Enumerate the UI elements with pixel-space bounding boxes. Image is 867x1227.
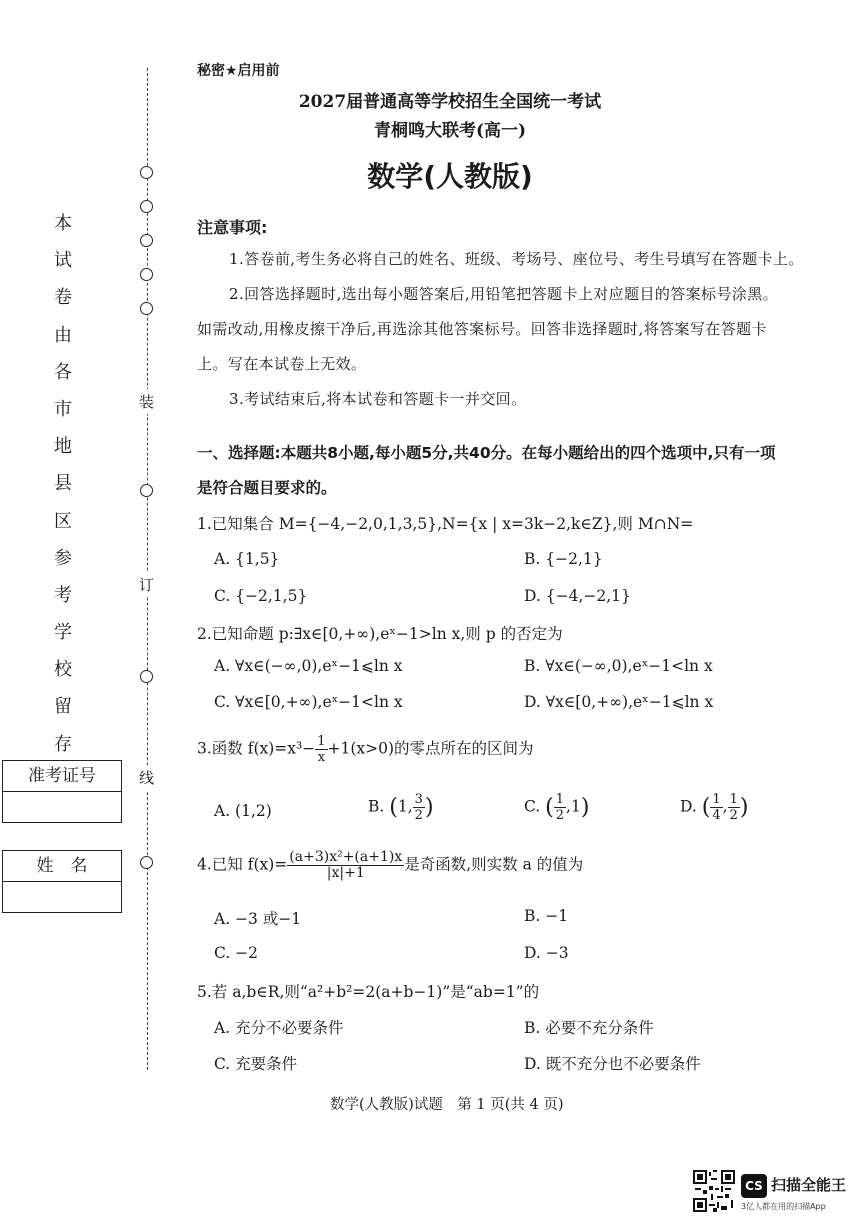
question-4-stem: [197, 850, 583, 881]
subject-title: 数学(人教版): [367, 160, 533, 193]
binding-hole: [140, 856, 153, 869]
section-heading-line1: 一、选择题:本题共8小题,每小题5分,共40分。在每小题给出的四个选项中,只有一项: [197, 444, 776, 462]
vertical-char: 由: [54, 324, 72, 346]
q2-option-b[interactable]: B. ∀x∈(−∞,0),eˣ−1<ln x: [524, 657, 713, 675]
q1-option-a[interactable]: A. {1,5}: [214, 550, 280, 568]
q3-d-label: D.: [680, 797, 697, 816]
binding-hole: [140, 200, 153, 213]
q3-frac-den: x: [317, 750, 326, 765]
q3-option-b[interactable]: B. (1, $\frac{3}{2}$ ): [368, 792, 434, 823]
note-item-2: 2.回答选择题时,选出每小题答案后,用铅笔把答题卡上对应题目的答案标号涂黑。: [229, 285, 779, 303]
q1-option-d[interactable]: D. {−4,−2,1}: [524, 587, 631, 605]
vertical-char: 考: [54, 584, 72, 606]
vertical-char: 存: [54, 733, 72, 755]
vertical-char: 留: [54, 696, 72, 718]
vertical-char: 本: [54, 213, 72, 234]
page-footer: 数学(人教版)试题 第 1 页(共 4 页): [330, 1097, 564, 1113]
q3-stem-suffix: +1(x>0)的零点所在的区间为: [327, 739, 534, 758]
q3-d-den2: 2: [729, 808, 738, 823]
q5-option-d[interactable]: D. 既不充分也不必要条件: [524, 1055, 701, 1073]
note-item-1: 1.答卷前,考生务必将自己的姓名、班级、考场号、座位号、考生号填写在答题卡上。: [229, 250, 804, 268]
question-1-stem: 1.已知集合 M={−4,−2,0,1,3,5},N={x | x=3k−2,k∈Z},则 M∩N=: [197, 515, 694, 533]
binding-char-xian: 线: [139, 765, 154, 790]
q3-c-right: ,1: [566, 797, 581, 816]
note-item-2-end: 上。写在本试卷上无效。: [197, 355, 367, 373]
q2-option-c[interactable]: C. ∀x∈[0,+∞),eˣ−1<ln x: [214, 693, 403, 711]
q2-option-a[interactable]: A. ∀x∈(−∞,0),eˣ−1⩽ln x: [214, 657, 403, 675]
section-heading-line2: 是符合题目要求的。: [197, 479, 337, 497]
name-field[interactable]: [3, 882, 121, 912]
q3-b-left: 1,: [397, 797, 413, 816]
admission-number-label: 准考证号: [3, 761, 121, 792]
q3-b-num: 3: [414, 792, 423, 807]
q3-d-num1: 1: [712, 792, 721, 807]
camscanner-logo-icon: CS: [741, 1174, 767, 1198]
question-2-stem: 2.已知命题 p:∃x∈[0,+∞),eˣ−1>ln x,则 p 的否定为: [197, 625, 563, 643]
admission-number-field[interactable]: [3, 792, 121, 822]
vertical-char: 学: [54, 622, 72, 644]
name-box[interactable]: [2, 850, 122, 913]
vertical-char: 卷: [54, 287, 72, 309]
binding-hole: [140, 484, 153, 497]
q4-option-c[interactable]: C. −2: [214, 944, 259, 962]
vertical-char: 校: [54, 659, 72, 681]
q4-option-d[interactable]: D. −3: [524, 944, 569, 962]
question-3-stem: [197, 734, 534, 765]
vertical-char: 试: [54, 250, 72, 272]
q3-c-den: 2: [555, 808, 565, 823]
vertical-char: 地: [54, 436, 72, 458]
q4-option-b[interactable]: B. −1: [524, 907, 569, 925]
q3-option-a[interactable]: A. (1,2): [214, 802, 272, 820]
q4-frac-den: |x|+1: [326, 865, 365, 881]
secret-mark: 秘密★启用前: [197, 63, 280, 79]
camscanner-name: 扫描全能王: [771, 1176, 847, 1194]
q5-option-a[interactable]: A. 充分不必要条件: [214, 1019, 344, 1037]
question-5-stem: 5.若 a,b∈R,则“a²+b²=2(a+b−1)”是“ab=1”的: [197, 983, 540, 1001]
q3-c-label: C.: [524, 797, 541, 816]
vertical-char: 市: [54, 398, 72, 420]
binding-hole: [140, 234, 153, 247]
q4-frac-num: (a+3)x²+(a+1)x: [289, 849, 403, 865]
note-item-2-cont: 如需改动,用橡皮擦干净后,再选涂其他答案标号。回答非选择题时,将答案写在答题卡: [197, 320, 767, 338]
q1-option-c[interactable]: C. {−2,1,5}: [214, 587, 308, 605]
q4-stem-prefix: 4.已知 f(x)=: [197, 855, 288, 874]
q3-frac-num: 1: [317, 734, 326, 749]
binding-char-zhuang: 装: [139, 389, 154, 414]
q3-option-d[interactable]: D. ( $\frac{1}{4}$ , $\frac{1}{2}$ ): [680, 792, 749, 823]
vertical-char: 县: [54, 473, 72, 495]
note-item-3: 3.考试结束后,将本试卷和答题卡一并交回。: [229, 390, 527, 408]
binding-dashed-line: [147, 68, 148, 1070]
q4-option-a[interactable]: A. −3 或−1: [214, 910, 302, 928]
vertical-char: 区: [54, 510, 72, 532]
q4-stem-suffix: 是奇函数,则实数 a 的值为: [404, 855, 584, 874]
vertical-char: 各: [54, 361, 72, 383]
q5-option-b[interactable]: B. 必要不充分条件: [524, 1019, 654, 1037]
q5-option-c[interactable]: C. 充要条件: [214, 1055, 298, 1073]
vertical-char: 参: [54, 547, 72, 569]
q1-option-b[interactable]: B. {−2,1}: [524, 550, 603, 568]
q3-d-den1: 4: [712, 808, 721, 823]
league-title: 青桐鸣大联考(高一): [373, 121, 527, 141]
binding-hole: [140, 268, 153, 281]
q3-b-label: B.: [368, 797, 385, 816]
q3-fraction: [315, 734, 327, 765]
vertical-notice: [52, 205, 74, 763]
notes-heading: 注意事项:: [197, 218, 268, 237]
name-label: 姓 名: [3, 851, 121, 882]
q3-stem-prefix: 3.函数 f(x)=x³−: [197, 739, 316, 758]
q4-fraction: [287, 850, 404, 881]
binding-hole: [140, 670, 153, 683]
q3-option-c[interactable]: C. ( $\frac{1}{2}$ ,1): [524, 792, 590, 823]
section-heading: [197, 436, 847, 506]
q3-b-den: 2: [414, 808, 423, 823]
q3-d-num2: 1: [729, 792, 738, 807]
binding-char-ding: 订: [139, 572, 154, 597]
binding-hole: [140, 166, 153, 179]
q2-option-d[interactable]: D. ∀x∈[0,+∞),eˣ−1⩽ln x: [524, 693, 714, 711]
exam-title: 2027届普通高等学校招生全国统一考试: [298, 92, 602, 112]
qr-code-icon: [693, 1170, 735, 1212]
admission-number-box[interactable]: [2, 760, 122, 823]
camscanner-slogan: 3亿人都在用的扫描App: [741, 1202, 826, 1211]
q3-c-num: 1: [555, 792, 565, 807]
binding-hole: [140, 302, 153, 315]
